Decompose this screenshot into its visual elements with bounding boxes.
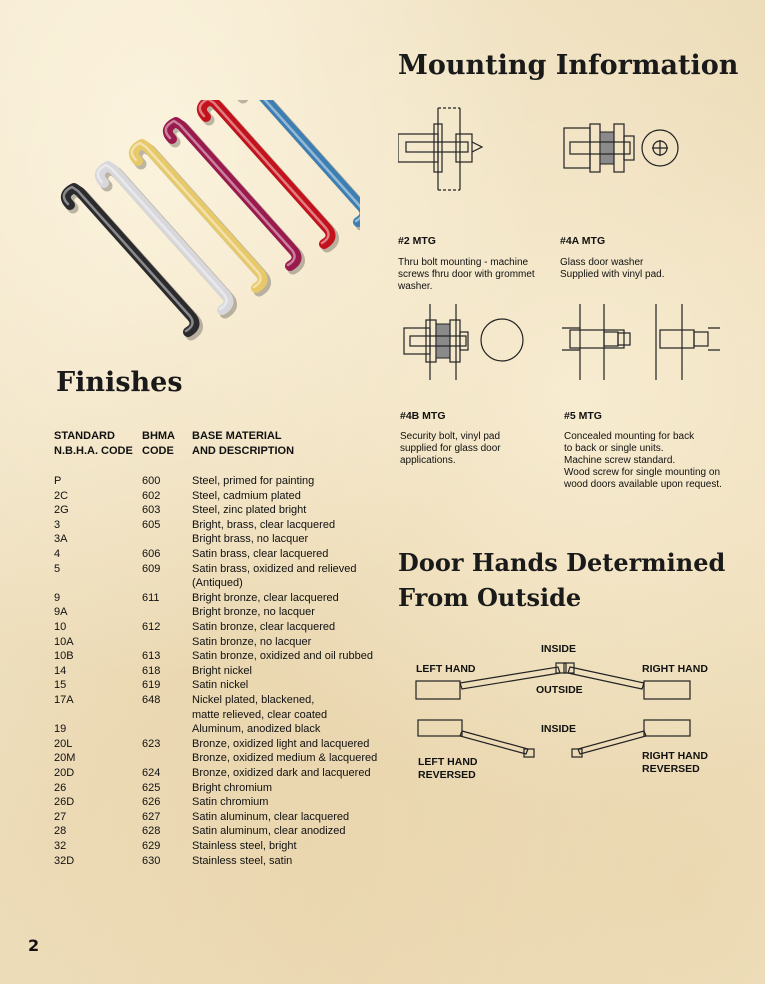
finish-description: Bright brass, no lacquer	[192, 533, 309, 546]
bhma-code: 605	[142, 518, 161, 531]
header-description: BASE MATERIAL AND DESCRIPTION	[192, 430, 295, 457]
finishes-title: Finishes	[56, 367, 183, 398]
right-hand-reversed-label: RIGHT HAND REVERSED	[642, 750, 708, 775]
standard-code: 14	[54, 664, 67, 677]
table-row	[54, 503, 414, 518]
finish-description: Bronze, oxidized dark and lacquered	[192, 767, 371, 779]
mtg-2-label: #2 MTG	[398, 235, 436, 247]
mtg-4b-diagram	[400, 302, 530, 382]
bhma-code: 624	[142, 767, 161, 779]
page-number: 2	[28, 936, 40, 955]
header-standard: STANDARD N.B.H.A. CODE	[54, 430, 133, 457]
bhma-code: 609	[142, 562, 161, 575]
standard-code: 10	[54, 621, 67, 633]
standard-code: 19	[54, 723, 67, 736]
standard-code: P	[54, 475, 62, 487]
table-row	[54, 839, 414, 854]
standard-code: 2G	[54, 504, 69, 517]
finish-description: Nickel plated, blackened,	[192, 694, 315, 706]
bhma-code: 612	[142, 621, 161, 633]
standard-code: 15	[54, 679, 67, 692]
finish-description: matte relieved, clear coated	[192, 708, 328, 721]
inside-label-bottom: INSIDE	[541, 723, 577, 735]
table-row	[54, 693, 414, 708]
finish-description: Satin brass, oxidized and relieved	[192, 562, 357, 575]
bhma-code: 602	[142, 489, 161, 502]
finish-description: (Antiqued)	[192, 577, 243, 590]
bhma-code: 611	[142, 591, 160, 604]
header-bhma: BHMA CODE	[142, 430, 175, 457]
finish-description: Stainless steel, satin	[192, 854, 293, 867]
standard-code: 32	[54, 840, 67, 852]
mtg-5-label: #5 MTG	[564, 410, 602, 422]
left-hand-label: LEFT HAND	[416, 663, 476, 675]
mtg-4a-label: #4A MTG	[560, 235, 606, 247]
finish-description: Aluminum, anodized black	[192, 723, 321, 736]
bhma-code: 626	[142, 796, 161, 809]
finish-description: Steel, cadmium plated	[192, 489, 301, 502]
bhma-code: 619	[142, 679, 161, 692]
mtg-5-diagram	[560, 300, 720, 380]
finish-description: Bronze, oxidized light and lacquered	[192, 737, 370, 750]
table-row	[54, 591, 414, 606]
table-row	[54, 737, 414, 752]
mtg-4b-label: #4B MTG	[400, 410, 446, 422]
standard-code: 28	[54, 825, 67, 838]
finish-description: Bright bronze, clear lacquered	[192, 591, 339, 604]
bhma-code: 618	[142, 664, 161, 677]
bhma-code: 625	[142, 781, 161, 794]
table-row	[54, 766, 414, 781]
standard-code: 20M	[54, 752, 76, 765]
finish-description: Satin bronze, clear lacquered	[192, 621, 336, 633]
table-row	[54, 649, 414, 664]
standard-code: 10B	[54, 650, 74, 663]
table-row	[54, 489, 414, 504]
bhma-code: 613	[142, 650, 161, 663]
table-row	[54, 781, 414, 796]
outside-label: OUTSIDE	[536, 684, 583, 696]
table-row	[54, 795, 414, 810]
finish-description: Satin brass, clear lacquered	[192, 548, 329, 560]
finish-description: Bright nickel	[192, 664, 252, 677]
standard-code: 17A	[54, 694, 74, 706]
pull-handles-illustration	[40, 100, 360, 360]
left-hand-reversed-label: LEFT HAND REVERSED	[418, 756, 478, 781]
bhma-code: 606	[142, 548, 161, 560]
mounting-title: Mounting Information	[398, 50, 739, 81]
standard-code: 5	[54, 562, 61, 575]
table-row	[54, 562, 414, 577]
table-row	[54, 678, 414, 693]
mtg-2-diagram	[398, 104, 498, 194]
standard-code: 27	[54, 810, 67, 823]
table-row	[54, 518, 414, 533]
finish-description: Satin nickel	[192, 679, 249, 692]
standard-code: 26D	[54, 796, 75, 809]
door-hands-title: Door Hands Determined From Outside	[398, 548, 726, 612]
bhma-code: 630	[142, 854, 161, 867]
bhma-code: 628	[142, 825, 161, 838]
standard-code: 20L	[54, 737, 73, 750]
table-row	[54, 620, 414, 635]
finish-description: Steel, primed for painting	[192, 475, 315, 487]
table-row	[54, 605, 414, 620]
finish-description: Bronze, oxidized medium & lacquered	[192, 752, 378, 765]
finish-description: Stainless steel, bright	[192, 840, 297, 852]
table-row	[54, 532, 414, 547]
table-row	[54, 708, 414, 723]
standard-code: 3	[54, 518, 61, 531]
standard-code: 20D	[54, 767, 75, 779]
finish-description: Bright, brass, clear lacquered	[192, 518, 336, 531]
finish-description: Satin aluminum, clear lacquered	[192, 810, 350, 823]
finish-description: Satin bronze, oxidized and oil rubbed	[192, 650, 374, 663]
bhma-code: 603	[142, 504, 161, 517]
standard-code: 26	[54, 781, 67, 794]
table-row	[54, 664, 414, 679]
finish-description: Satin chromium	[192, 796, 269, 809]
table-row	[54, 722, 414, 737]
standard-code: 32D	[54, 854, 75, 867]
pull-handle	[66, 188, 195, 332]
inside-label-top: INSIDE	[541, 643, 577, 655]
bhma-code: 627	[142, 810, 161, 823]
table-row	[54, 576, 414, 591]
standard-code: 2C	[54, 489, 69, 502]
table-row	[54, 547, 414, 562]
standard-code: 9	[54, 591, 61, 604]
mtg-4b-desc: Security bolt, vinyl pad supplied for glass door applications.	[400, 431, 501, 466]
table-row	[54, 751, 414, 766]
pull-handles-photo	[40, 100, 360, 360]
mtg-4a-diagram	[560, 118, 700, 178]
mtg-2-desc: Thru bolt mounting - machine screws fhru door with grommet washer.	[398, 257, 535, 292]
bhma-code: 648	[142, 694, 161, 706]
finish-description: Steel, zinc plated bright	[192, 504, 307, 517]
table-row	[54, 635, 414, 650]
table-row	[54, 810, 414, 825]
finish-description: Satin bronze, no lacquer	[192, 635, 312, 648]
bhma-code: 600	[142, 475, 161, 487]
mtg-4a-desc: Glass door washer Supplied with vinyl pad.	[560, 257, 665, 280]
mtg-5-desc: Concealed mounting for back to back or single units. Machine screw standard. Wood screw for single mounting on wood doors available upon request.	[564, 431, 722, 490]
table-row	[54, 474, 414, 489]
right-hand-label: RIGHT HAND	[642, 663, 708, 675]
bhma-code: 623	[142, 737, 161, 750]
table-row	[54, 824, 414, 839]
standard-code: 9A	[54, 606, 68, 619]
door-hands-diagram	[410, 655, 700, 765]
finish-description: Satin aluminum, clear anodized	[192, 825, 346, 838]
finish-description: Bright bronze, no lacquer	[192, 606, 315, 619]
bhma-code: 629	[142, 840, 161, 852]
handle-highlight	[64, 187, 193, 331]
table-row	[54, 854, 414, 869]
standard-code: 4	[54, 548, 61, 560]
standard-code: 3A	[54, 533, 68, 546]
finish-description: Bright chromium	[192, 781, 273, 794]
handle-shadow	[69, 191, 198, 335]
standard-code: 10A	[54, 635, 74, 648]
